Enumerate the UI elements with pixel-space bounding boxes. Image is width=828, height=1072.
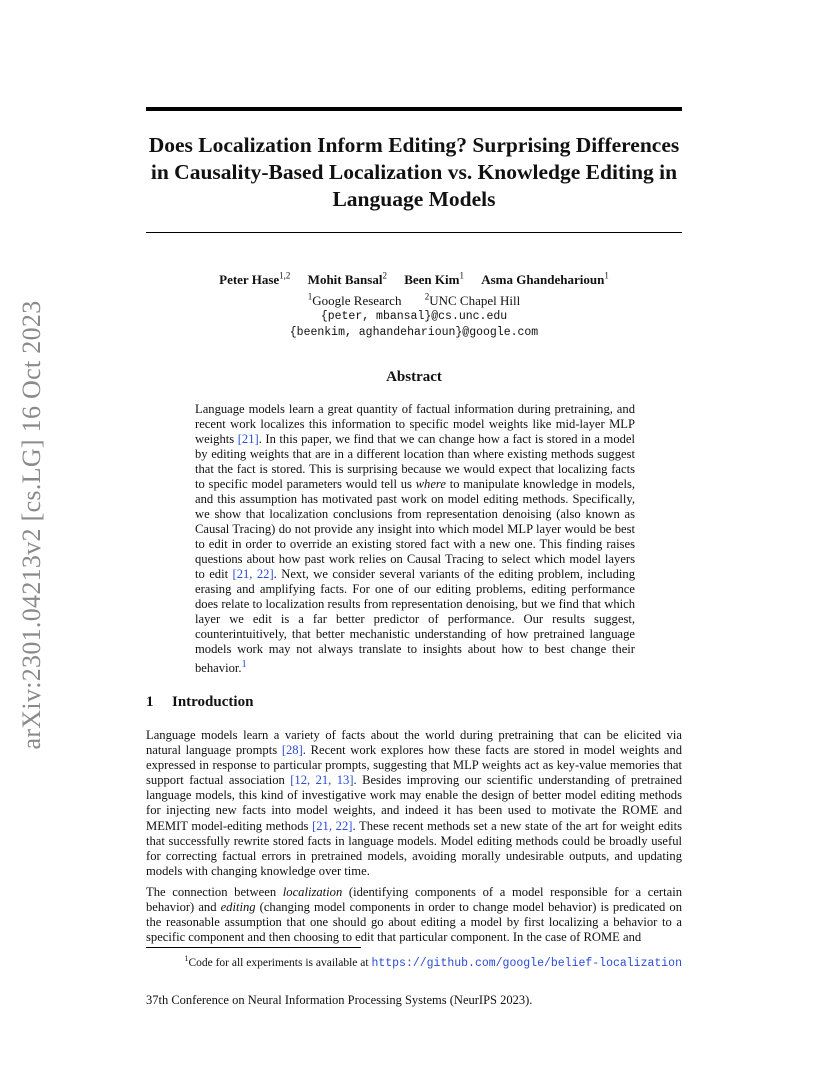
paper-title: Does Localization Inform Editing? Surprising Differences in Causality-Based Localization vs. Knowledge Editing in Language Models bbox=[148, 133, 680, 211]
citation-link[interactable]: [28] bbox=[281, 743, 303, 758]
email-line[interactable]: {beenkim, aghandeharioun}@google.com bbox=[289, 325, 539, 339]
section-heading: 1 Introduction bbox=[146, 694, 254, 710]
footnote-link[interactable]: 1 bbox=[241, 659, 247, 670]
venue-note: 37th Conference on Neural Information Processing Systems (NeurIPS 2023). bbox=[146, 993, 533, 1007]
affiliation: $^2$UNC Chapel Hill bbox=[424, 291, 521, 308]
author: Mohit Bansal$^2$ bbox=[307, 271, 387, 288]
abstract-body: Language models learn a great quantity of factual information during pretraining, and recent work localizes this information to specific model weights like mid-layer MLP weights [21]. In this paper, we find that we can change how a fact is stored in a model by editing weights that are in a different location than where existing methods suggest that the fact is stored. This is surprising because we would expect that localizing facts to specific model parameters would tell us where to manipulate knowledge in models, and this assumption has motivated past work on model editing methods. Specifically, we show that localization conclusions from representation denoising (also known as Causal Tracing) do not provide any insight into which model MLP layer would be best to edit in order to override an existing stored fact with a new one. This finding raises questions about how past work relies on Causal Tracing to select which model layers to edit [21, 22]. Next, we consider several variants of the editing problem, including erasing and amplifying facts. For one of our editing problems, editing performance does relate to localization results from representation denoising, but we find that which layer we edit is a far better predictor of performance. Our results suggest, counterintuitively, that better mechanistic understanding of how pretrained language models work may not always translate to insights about how to best change their behavior.$^1$ bbox=[195, 402, 636, 676]
author: Been Kim$^1$ bbox=[404, 271, 464, 288]
author-names bbox=[146, 268, 682, 288]
introduction-body bbox=[146, 728, 682, 951]
author-block bbox=[146, 268, 682, 341]
abstract-heading: Abstract bbox=[386, 369, 442, 385]
title-top-rule bbox=[146, 107, 682, 111]
citation-link[interactable]: [21, 22] bbox=[312, 818, 353, 833]
affiliation: $^1$Google Research bbox=[307, 291, 402, 308]
arxiv-identifier-text: arXiv:2301.04213v2 [cs.LG] 16 Oct 2023 bbox=[17, 300, 46, 750]
affiliations bbox=[146, 288, 682, 308]
author: Peter Hase$^{1,2}$ bbox=[219, 271, 291, 288]
footnote-rule bbox=[146, 947, 361, 948]
title-bottom-rule bbox=[146, 232, 682, 233]
paragraph: Language models learn a variety of facts about the world during pretraining that can be elicited via natural language prompts [28]. Recent work explores how these facts are stored in model weights and expressed in response to particular prompts, suggesting that MLP weights act as key-value memories that support factual association [12, 21, 13]. Besides improving our scientific understanding of pretrained language models, this kind of investigative work may enable the design of better model editing methods for injecting new facts into model weights, and indeed it has been used to motivate the ROME and MEMIT model-editing methods [21, 22]. These recent methods set a new state of the art for weight edits that successfully rewrite stored facts in language models. Model editing methods could be broadly useful for correcting factual errors in pretrained models, avoiding morally undesirable outputs, and updating models with changing knowledge over time. bbox=[146, 728, 682, 878]
author: Asma Ghandeharioun$^1$ bbox=[481, 271, 609, 288]
citation-link[interactable]: [12, 21, 13] bbox=[290, 773, 354, 788]
citation-link[interactable]: [21] bbox=[237, 432, 259, 446]
citation-link[interactable]: [21, 22] bbox=[232, 567, 274, 581]
paragraph: The connection between localization (identifying components of a model responsible for a certain behavior) and editing (changing model components in order to change model behavior) is predicated on the reasonable assumption that one should go about editing a model by first localizing a behavior to a specific component and then choosing to edit that particular component. In the case of ROME and bbox=[146, 884, 683, 945]
arxiv-identifier[interactable] bbox=[2, 290, 62, 760]
email-line[interactable]: {peter, mbansal}@cs.unc.edu bbox=[320, 309, 508, 323]
footnote: $^1$Code for all experiments is available at https://github.com/google/belief-localization bbox=[184, 954, 682, 970]
code-url-link[interactable]: https://github.com/google/belief-localization bbox=[371, 956, 682, 970]
